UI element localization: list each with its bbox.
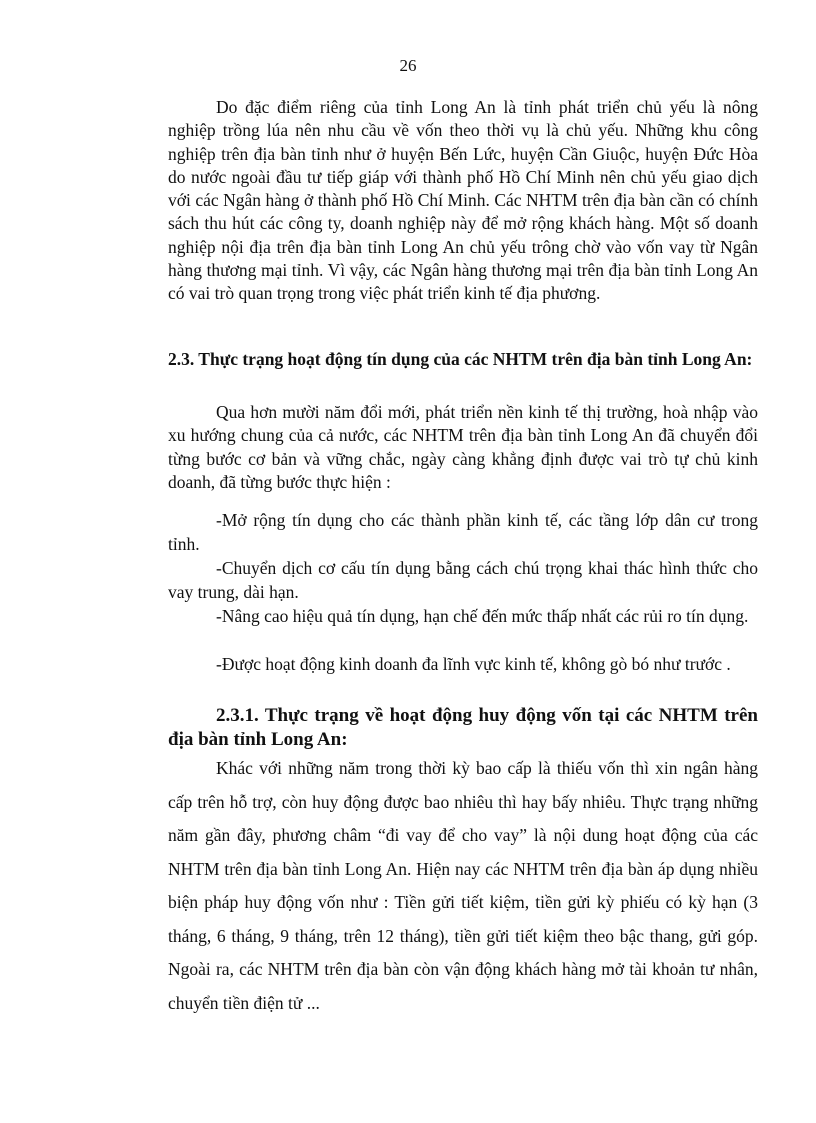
section-2-3-heading: 2.3. Thực trạng hoạt động tín dụng của các NHTM trên địa bàn tỉnh Long An:: [168, 349, 753, 369]
bullet-item: -Chuyển dịch cơ cấu tín dụng bằng cách chú trọng khai thác hình thức cho vay trung, dài hạn.: [168, 558, 758, 602]
intro-paragraph: Do đặc điểm riêng của tỉnh Long An là tỉnh phát triển chủ yếu là nông nghiệp trồng lúa nên nhu cầu về vốn theo thời vụ là chủ yếu. Những khu công nghiệp trên địa bàn tỉnh như ở huyện Bến Lức, huyện Cần Giuộc, huyện Đức Hòa do nước ngoài đầu tư tiếp giáp với thành phố Hồ Chí Minh nên chủ yếu giao dịch với các Ngân hàng ở thành phố Hồ Chí Minh. Các NHTM trên địa bàn cần có chính sách thu hút các công ty, doanh nghiệp này để mở rộng khách hàng. Một số doanh nghiệp nội địa trên địa bàn tỉnh Long An chủ yếu trông chờ vào vốn vay từ Ngân hàng thương mại tỉnh. Vì vậy, các Ngân hàng thương mại trên địa bàn tỉnh Long An có vai trò quan trọng trong việc phát triển kinh tế địa phương.: [168, 97, 758, 304]
bullet-item: -Được hoạt động kinh doanh đa lĩnh vực kinh tế, không gò bó như trước .: [216, 654, 731, 674]
section-2-3-paragraph: Qua hơn mười năm đổi mới, phát triển nền kinh tế thị trường, hoà nhập vào xu hướng chung của cả nước, các NHTM trên địa bàn tỉnh Long An đã chuyển đổi từng bước cơ bản và vững chắc, ngày càng khẳng định được vai trò tự chủ kinh doanh, đã từng bước thực hiện :: [168, 402, 758, 492]
page-number: 26: [399, 56, 417, 75]
bullet-item: -Nâng cao hiệu quả tín dụng, hạn chế đến mức thấp nhất các rủi ro tín dụng.: [216, 606, 749, 626]
bullet-item: -Mở rộng tín dụng cho các thành phần kinh tế, các tầng lớp dân cư trong tỉnh.: [168, 510, 758, 554]
section-2-3-1-paragraph: Khác với những năm trong thời kỳ bao cấp là thiếu vốn thì xin ngân hàng cấp trên hỗ trợ, còn huy động được bao nhiêu thì hay bấy nhiêu. Thực trạng những năm gần đây, phương châm “đi vay để cho vay” là nội dung hoạt động của các NHTM trên địa bàn tỉnh Long An. Hiện nay các NHTM trên địa bàn áp dụng nhiều biện pháp huy động vốn như : Tiền gửi tiết kiệm, tiền gửi kỳ phiếu có kỳ hạn (3 tháng, 6 tháng, 9 tháng, trên 12 tháng), tiền gửi tiết kiệm theo bậc thang, gửi góp. Ngoài ra, các NHTM trên địa bàn còn vận động khách hàng mở tài khoản tư nhân, chuyển tiền điện tử ...: [168, 758, 758, 1013]
section-2-3-1-heading: 2.3.1. Thực trạng về hoạt động huy động vốn tại các NHTM trên địa bàn tỉnh Long An:: [168, 705, 758, 750]
